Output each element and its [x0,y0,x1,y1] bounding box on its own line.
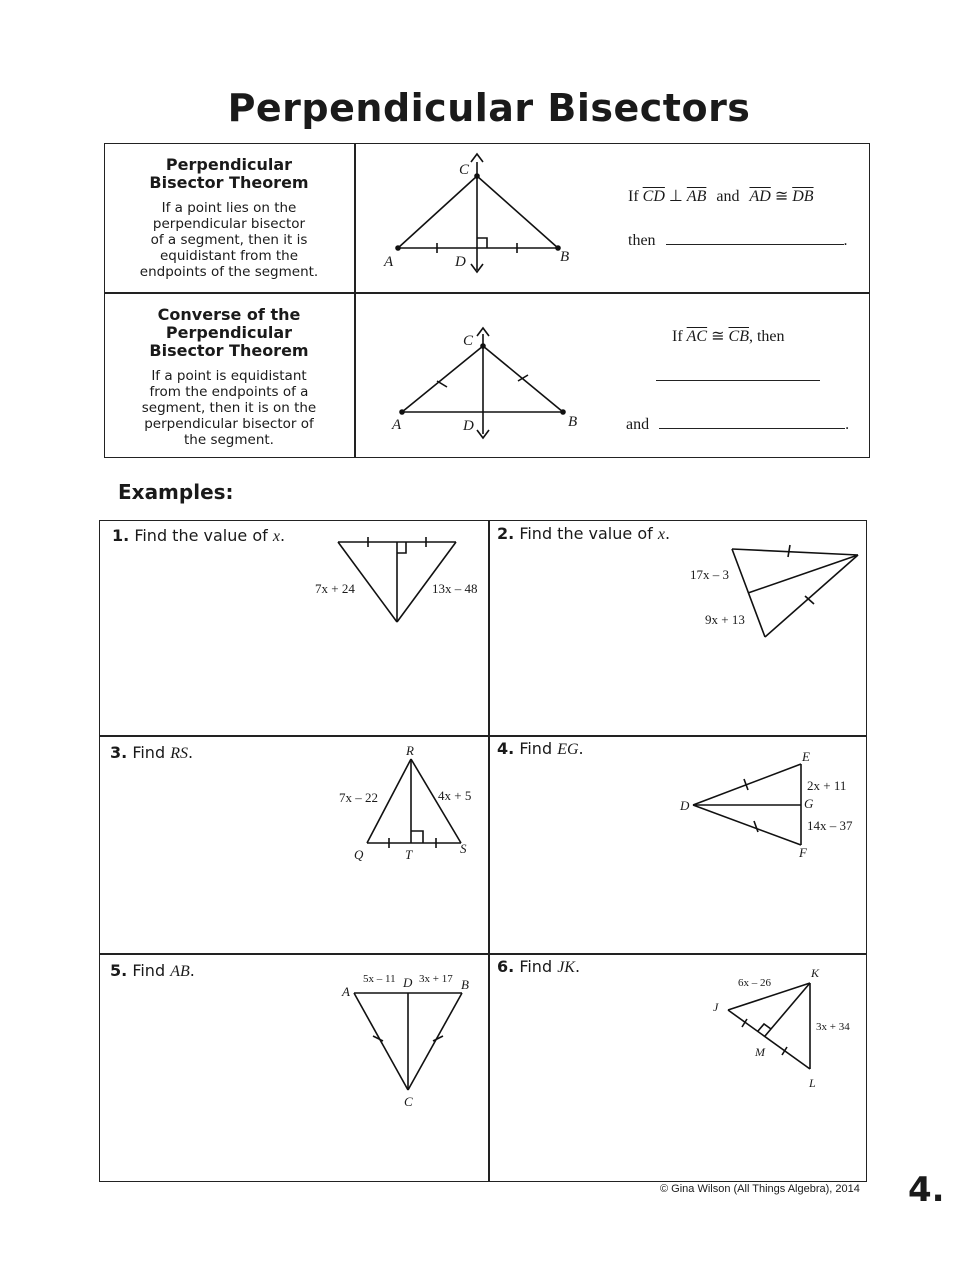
example-number: 5. [110,961,128,980]
example-number: 6. [497,957,515,976]
segment-ad: $\overline{AD}$ [749,188,771,205]
ex4-label-d: D [680,798,690,813]
example-end: . [578,739,584,758]
theorem2-title-line2: Perpendicular [165,323,293,342]
stmt-if: If [672,328,683,345]
example-end: . [279,526,286,545]
segment-cb: $\overline{CB}$ [728,328,749,345]
ex3-left-label: 7x – 22 [339,790,378,805]
example-var: EG [557,741,579,758]
example-end: . [189,961,195,980]
theorem2-body-line: the segment. [184,432,274,448]
ex4-label-g: G [804,796,814,811]
ex5-label-b: B [461,977,469,992]
period: . [843,232,848,249]
cong-symbol: ≅ [774,188,789,205]
ex5-label-a: A [342,984,350,999]
theorem1-body-line: endpoints of the segment. [139,264,319,280]
page-title: Perpendicular Bisectors [227,86,751,130]
handwritten-page-mark: 4. [908,1170,945,1210]
ex6-right-label: 3x + 34 [816,1021,850,1033]
ex6-label-j: J [713,1000,719,1014]
theorem1-body-line: If a point lies on the [161,200,297,216]
ex3-label-t: T [405,847,413,862]
ex4-label-e: E [802,749,810,764]
period: . [845,416,850,433]
cong-symbol: ≅ [711,328,725,345]
ex3-right-label: 4x + 5 [438,788,472,803]
ex5-label-d: D [403,975,413,990]
ex2-top-label: 17x – 3 [690,567,729,582]
then-label: then [628,232,656,249]
theorem2-body-line: If a point is equidistant [151,368,307,384]
theorem1-diagram [396,154,560,272]
example6-diagram [728,983,810,1069]
ex6-top-label: 6x – 26 [738,977,771,989]
theorem1-body-line: equidistant from the [159,248,299,264]
ex4-top-label: 2x + 11 [807,778,847,793]
ex4-bottom-label: 14x – 37 [807,818,853,833]
stmt-then: , then [748,328,785,345]
example1-diagram [338,537,456,622]
label-b: B [568,414,578,430]
perp-symbol: ⊥ [668,188,683,205]
stmt-if: If [628,188,639,205]
theorem1-title-line1: Perpendicular [165,155,293,174]
example-number: 1. [112,526,130,545]
example-var: AB [170,963,190,980]
segment-db: $\overline{DB}$ [792,188,814,205]
ex6-label-k: K [811,966,820,980]
example-end: . [574,957,581,976]
example-text: Find [132,743,171,762]
theorem2-body-line: from the endpoints of a [149,384,309,400]
example-number: 3. [110,743,128,762]
ex2-bottom-label: 9x + 13 [705,612,745,627]
ex5-label-c: C [404,1094,413,1109]
example-text: Find the value of [134,526,273,545]
example-var: x [272,528,280,545]
ex5-right-label: 3x + 17 [419,973,453,985]
example-end: . [664,524,671,543]
copyright-text: © Gina Wilson (All Things Algebra), 2014 [660,1183,860,1195]
example-text: Find [519,957,558,976]
example-var: JK [557,959,575,976]
label-a: A [392,417,402,433]
example4-diagram [693,764,801,845]
example-text: Find the value of [519,524,658,543]
label-d: D [455,254,466,270]
examples-heading: Examples: [118,480,234,504]
ex1-right-label: 13x – 48 [432,581,478,596]
line-cd: $\overline{CD}$ [642,188,665,205]
example5-diagram [354,993,462,1090]
theorem1-title-line2: Bisector Theorem [149,173,309,192]
segment-ab: $\overline{AB}$ [686,188,707,205]
ex3-label-r: R [406,743,414,758]
theorem2-diagram [400,328,565,438]
example-end: . [187,743,194,762]
example-number: 2. [497,524,515,543]
segment-ac: $\overline{AC}$ [686,328,708,345]
theorem1-body-line: of a segment, then it is [150,232,308,248]
label-b: B [560,249,570,265]
ex5-left-label: 5x – 11 [363,973,396,985]
theorem2-title-line3: Bisector Theorem [149,341,309,360]
label-c: C [459,162,470,178]
label-d: D [463,418,474,434]
ex4-label-f: F [799,845,807,860]
example-var: x [657,526,665,543]
example2-diagram [732,545,858,637]
ex1-left-label: 7x + 24 [315,581,355,596]
example-text: Find [132,961,171,980]
ex3-label-s: S [460,841,467,856]
theorem2-body-line: segment, then it is on the [141,400,317,416]
example-var: RS [170,745,188,762]
example-number: 4. [497,739,515,758]
ex6-label-m: M [755,1045,765,1059]
theorem2-title-line1: Converse of the [157,305,301,324]
ex3-label-q: Q [354,847,364,862]
stmt-and: and [716,188,740,205]
label-a: A [384,254,394,270]
theorem1-body-line: perpendicular bisector [152,216,306,232]
theorem2-body-line: perpendicular bisector of [144,416,314,432]
and-label: and [626,416,650,433]
ex6-label-l: L [809,1076,816,1090]
example-text: Find [519,739,558,758]
label-c: C [463,333,474,349]
